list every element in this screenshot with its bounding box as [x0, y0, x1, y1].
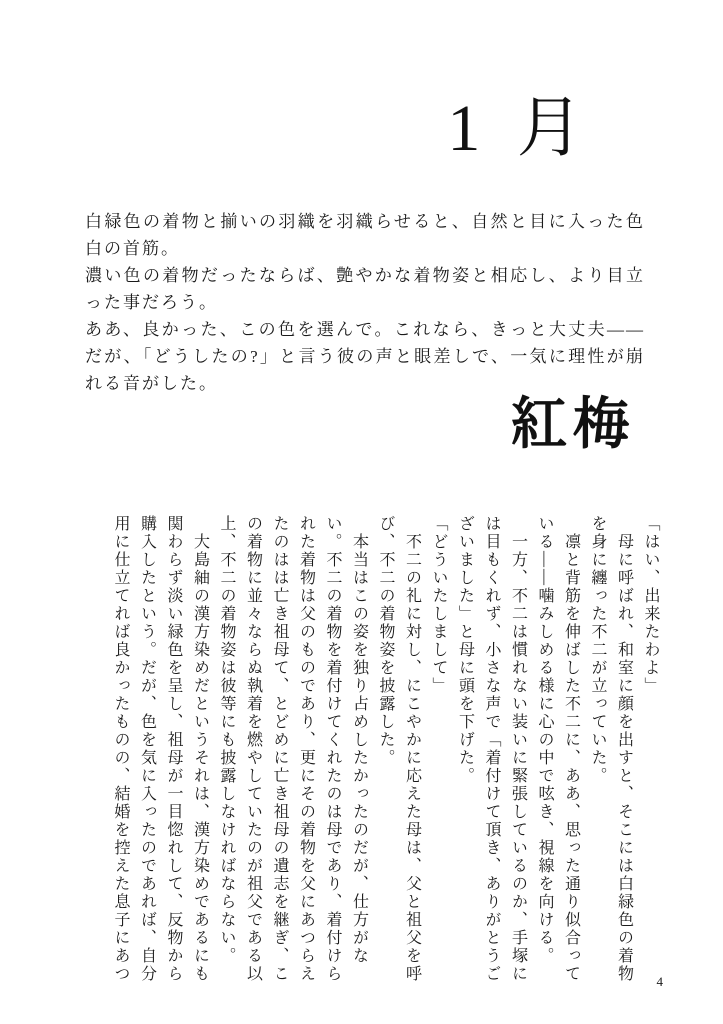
body-paragraph: 大島紬の漢方染めだというそれは、漢方染めであるにも関わらず淡い緑色を呈し、祖母が一目惚れして、反物から購入したという。だが、色を気に入ったのであれば、自分用に仕立てれば良かったものの、結婚を控えた息子にあつ — [112, 515, 209, 983]
intro-paragraph: 白緑色の着物と揃いの羽織を羽織らせると、自然と目に入った色白の首筋。 — [85, 212, 645, 258]
page-number: 4 — [656, 974, 663, 989]
story-title: 紅梅 — [511, 394, 635, 456]
body-paragraph: 母に呼ばれ、和室に顔を出すと、そこには白緑色の着物を身に纏った不二が立っていた。 — [589, 515, 633, 983]
body-paragraph: 本当はこの姿を独り占めしたかったのだが、仕方がない。不二の着物を着付けてくれたのは母であり、着付けられた着物は父のものであり、更にその着物を父にあつらえたのはは亡き祖母て、とどめに亡き祖母の遺志を継ぎ、この着物に並々ならぬ執着を燃やしていたのが祖父である以上、不二の着物姿は彼等にも披露しなければならない。 — [218, 515, 368, 983]
body-paragraph: 一方、不二は慣れない装いに緊張しているのか、手塚には目もくれず、小さな声で「着付けて頂き、ありがとうございました」と母に頭を下げた。 — [456, 515, 527, 983]
vertical-text-body — [107, 515, 664, 987]
body-paragraph: 凛と背筋を伸ばした不二に、ああ、思った通り似合っている——噛みしめる様に心の中で呟き、視線を向ける。 — [536, 515, 580, 983]
intro-paragraph: 濃い色の着物だったならば、艶やかな着物姿と相応し、より目立った事だろう。 — [85, 266, 645, 312]
chapter-title: 1月 — [447, 92, 619, 165]
body-paragraph: 「はい、出来たわよ」 — [642, 515, 659, 695]
body-paragraph: 不二の礼に対し、にこやかに応えた母は、父と祖父を呼び、不二の着物姿を披露した。 — [377, 515, 421, 983]
body-paragraph: 「どういたしまして」 — [430, 515, 447, 695]
intro-block — [85, 208, 645, 397]
intro-paragraph: ああ、良かった、この色を選んで。これなら、きっと大丈夫——だが、「どうしたの?」と言う彼の声と眼差しで、一気に理性が崩れる音がした。 — [85, 320, 645, 393]
